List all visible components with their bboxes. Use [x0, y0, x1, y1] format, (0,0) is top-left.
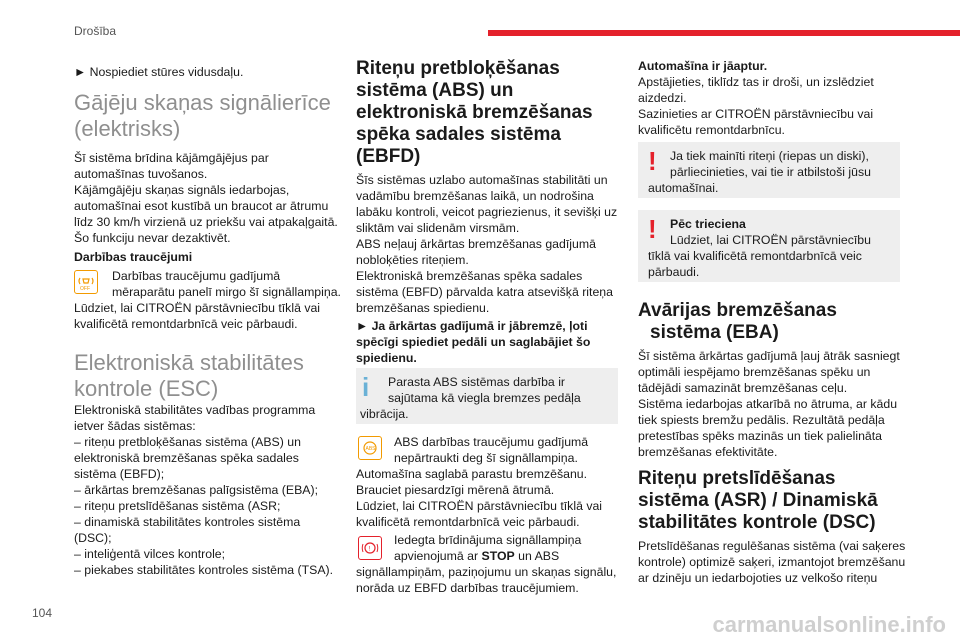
heading-pedestrian-horn-line1: Gājēju skaņas signālierīce	[74, 90, 331, 115]
bullet-instruction: ► Nospiediet stūres vidusdaļu.	[74, 65, 244, 79]
heading-asr-dsc: Riteņu pretslīdēšanas sistēma (ASR) / Dinamiskā stabilitātes kontrole (DSC)	[638, 468, 878, 533]
heading-esc-line2: kontrole (ESC)	[74, 376, 219, 401]
svg-text:ABS: ABS	[365, 446, 376, 452]
exclamation-icon: !	[648, 146, 657, 176]
paragraph-stop-vehicle: Apstājieties, tiklīdz tas ir droši, un izslēdziet aizdedzi. Sazinieties ar CITROËN pārstāvniecību vai kvalificētu remontdarbnīcu.	[638, 75, 874, 137]
heading-eba: Avārijas bremzēšanas sistēma (EBA)	[638, 300, 837, 343]
info-note-box: i Parasta ABS sistēmas darbība ir sajūtama kā viegla bremzes pedāļa vibrācija.	[356, 368, 618, 424]
paragraph-abs-fault: Automašīna saglabā parastu bremzēšanu. Brauciet piesardzīgi mērenā ātrumā. Lūdziet, lai CITROËN pārstāvniecību tīklā vai kvalificētā remontdarbnīcā veic pārbaudi.	[356, 467, 603, 529]
warning-text-pedestrian-horn: Darbības traucējumu gadījumā mēraparātu panelī mirgo šī signāllampiņa.	[112, 269, 341, 299]
pedestrian-horn-off-icon	[74, 270, 98, 294]
brake-stop-warning-icon	[358, 536, 382, 560]
exclamation-icon: !	[648, 214, 657, 244]
paragraph-abs: Šīs sistēmas uzlabo automašīnas stabilitāti un vadāmību bremzēšanas laikā, un nodrošina labāku kontroli, veicot pagriezienus, it sevišķi uz sliktām vai slidenām virsmām. ABS neļauj ārkārtas bremzēšanas gadījumā nobloķēties riteņiem. Elektroniskā bremzēšanas spēka sadales sistēma (EBFD) pārvalda katra atsevišķā riteņa bremzēšanas spiedienu.	[356, 173, 618, 315]
bold-stop-vehicle: Automašīna ir jāaptur.	[638, 59, 768, 73]
bold-instruction-emergency-braking: ► Ja ārkārtas gadījumā ir jābremzē, ļoti spēcīgi spiediet pedāli un saglabājiet šo spiedienu.	[356, 319, 591, 365]
svg-text:OFF: OFF	[80, 286, 90, 292]
section-title: Drošība	[74, 24, 117, 38]
paragraph-esc: Elektroniskā stabilitātes vadības programma ietver šādas sistēmas: – riteņu pretbloķēšanas sistēma (ABS) un elektroniskā bremzēšanas spēka sadales sistēma (EBFD); – ārkārtas bremzēšanas palīgsistēma (EBA); – riteņu pretslīdēšanas sistēma (ASR; – dinamiskā stabilitātes kontroles sistēma (DSC); – inteliģentā vilces kontrole; – piekabes stabilitātes kontroles sistēma (TSA).	[74, 403, 334, 577]
paragraph-pedestrian-horn: Šī sistēma brīdina kājāmgājējus par automašīnas tuvošanos. Kājāmgājēju skaņas signāls iedarbojas, automašīnai esot kustībā un braucot ar ātrumu līdz 30 km/h virzienā uz priekšu vai atpakaļgaitā. Šo funkciju nevar dezaktivēt.	[74, 151, 338, 245]
warning-note-impact: ! Pēc trieciena Lūdziet, lai CITROËN pārstāvniecību tīklā vai kvalificētā remontdarbnīcā veic pārbaudi.	[638, 210, 900, 282]
stop-warning-text: Iedegta brīdinājuma signāllampiņa apvienojumā ar STOP un ABS	[394, 533, 582, 563]
heading-esc-line1: Elektroniskā stabilitātes	[74, 350, 304, 375]
watermark: carmanualsonline.info	[712, 612, 946, 637]
svg-text:!: !	[368, 546, 371, 553]
abs-warning-text: ABS darbības traucējumu gadījumā nepārtraukti deg šī signāllampiņa.	[394, 435, 589, 465]
paragraph-eba: Šī sistēma ārkārtas gadījumā ļauj ātrāk sasniegt optimāli iespējamo bremzēšanas spēku un tādējādi samazināt bremzēšanas ceļu. Sistēma iedarbojas atkarībā no ātruma, ar kādu tiek spiests bremžu pedālis. Rezultātā pedāļa pretestības spēks mazinās un tiek palielināta bremzēšanas efektivitāte.	[638, 349, 900, 459]
section-color-bar	[488, 30, 960, 36]
info-icon: i	[362, 372, 370, 402]
heading-pedestrian-horn-line2: (elektrisks)	[74, 116, 181, 141]
paragraph-asr: Pretslīdēšanas regulēšanas sistēma (vai saķeres kontrole) optimizē saķeri, izmantojot bremzēšanu ar dzinēju un iedarbojoties uz velkošo riteņu	[638, 539, 906, 585]
subheading-malfunctions: Darbības traucējumi	[74, 250, 193, 264]
stop-warning-text-continued: signāllampiņām, paziņojumu un skaņas signālu, norāda uz EBFD darbības traucējumiem.	[356, 565, 617, 595]
heading-abs-ebfd: Riteņu pretbloķēšanas sistēma (ABS) un elektroniskā bremzēšanas spēka sadales sistēma (EBFD)	[356, 58, 593, 167]
abs-warning-icon	[358, 436, 382, 460]
page-number: 104	[32, 606, 53, 620]
warning-note-wheels: ! Ja tiek mainīti riteņi (riepas un diski), pārliecinieties, vai tie ir atbilstoši jūsu automašīnai.	[638, 142, 900, 198]
paragraph-check-dealer: Lūdziet, lai CITROËN pārstāvniecību tīklā vai kvalificētā remontdarbnīcā veic pārbaudi.	[74, 301, 321, 331]
